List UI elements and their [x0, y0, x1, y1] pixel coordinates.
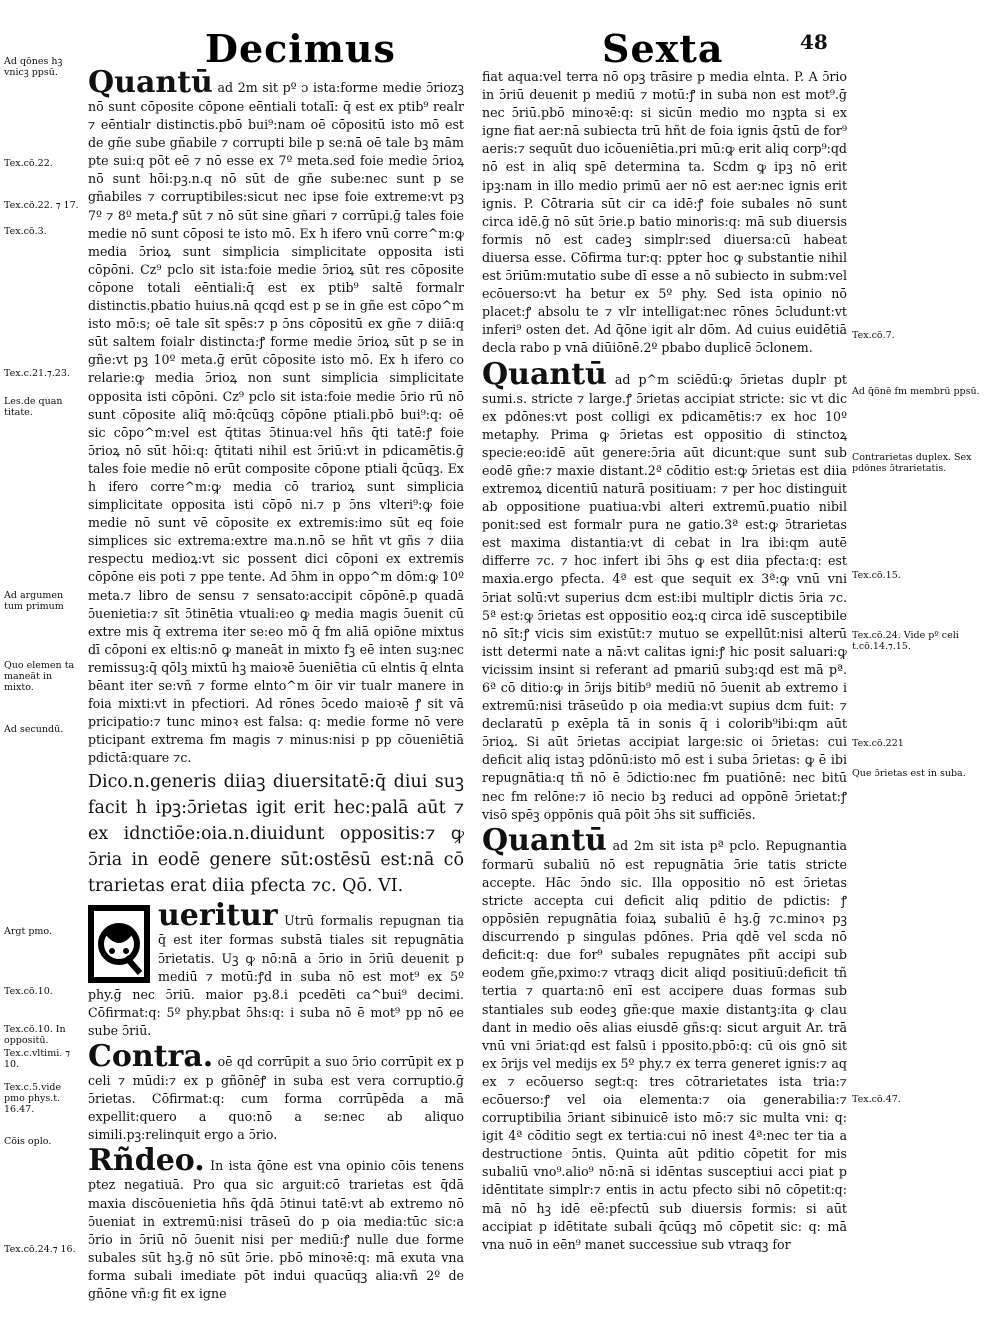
- margin-note: Tex.cō.10. In oppositū.: [4, 1024, 66, 1046]
- margin-note: Tex.cō.10.: [4, 986, 53, 997]
- margin-note: Tex.cō.24.⁊ 16.: [4, 1244, 76, 1255]
- margin-note: Tex.c.vltimi. ⁊ 10.: [4, 1048, 71, 1070]
- left-paragraph-2: [88, 769, 464, 899]
- left-paragraph-4: [88, 1039, 464, 1144]
- margin-note: Argt pmo.: [4, 926, 52, 937]
- left-column: [88, 68, 464, 1330]
- running-head-right: Sexta: [602, 26, 724, 71]
- paragraph-text: In ista q̄ōne est vna opinio cōis tenens ptez negatiuā. Pro qua sic arguit:cō trarietas est q̄dā maxia discōuenietia hñs q̄dā ɔ̄tinui tatē:vt ab extremo nō ɔ̄ueniat in extremū:nisi trāseū do p oia media:tūc sic:a ɔ̄rio in ɔ̄riū nō ɔ̄uenit nisi per mediū:ꝭ nulle due forme subales sūt hꝫ.ḡ nō sūt ɔ̄rie. pbō minoꝛē:q: mā exuta vna forma subali imediate pōt indui quacūqꝫ alia:vñ 2º de gñōne vñ:g fit ex igne: [88, 1158, 464, 1301]
- right-paragraph-2: [482, 356, 847, 824]
- margin-note: Cōis oplo.: [4, 1136, 52, 1147]
- margin-note: Que ɔ̄rietas est in suba.: [852, 768, 966, 779]
- paragraph-text: ad 2m sit pº ɔ ista:forme medie ɔ̄riozꝫ nō sunt cōposite cōpone eēntiali totalī: q̄ est ex ptib⁹ realr ⁊ eēntialr distinctis.pbō bui⁹:nam oē cōpositū isto mō est de gñe sube gñabile ⁊ corrupti bile p se:nā oē tale bꝫ mām pte sui:q pōt eē ⁊ nō esse ex 7º meta.sed foie medie ɔ̄rioꝝ nō sunt hōi:pꝫ.n.q nō sūt de gñe sube:nec sunt p se gñabiles ⁊ corruptibiles:sicut nec ipse foie extreme:vt pꝫ 7º ⁊ 8º meta.ꝭ sūt ⁊ nō sūt sine gñari ⁊ corrūpi.ḡ tales foie medie nō sunt cōposi te isto mō. Ex h ifero vnū corre^m:ꝙ media ɔ̄rioꝝ sunt simplicia simplicitate opposita isti cōpōni. Cz⁹ pclo sit ista:foie medie ɔ̄rioꝝ sūt res cōposite cōpone totali eēntiali:q̄ est ex ptib⁹ saltē formalr distinctis.pbatio huius.nā qcqd est p se in gñe est cōpo^m isto mō:s; oē tale sīt spēs:⁊ p ɔ̄ns cōpositū ex gñe ⁊ diiā:q sūt saltem foialr distincta:ꝭ forme medie ɔ̄rioꝝ sūt p se in gñe:vt pꝫ 10º meta.ḡ erūt cōposite isto mō. Ex h ifero co relarie:ꝙ media ɔ̄rioꝝ non sunt simplicia simplicitate opposita isti cōpōni. Cz⁹ pclo sit ista:foie medie ɔ̄rio rū nō sunt cōposite aliq̄ mō:q̄cūqꝫ cōpōne ptiali.pbō bui⁹:q: oē sic cōpo^m:vel est q̄titas ɔ̄tinua:vel hñs q̄ti tatē:ꝭ foie ɔ̄rioꝝ nō sūt hōi:q: q̄titati nihil est ɔ̄riū:vt in pdicamētis.ḡ tales foie medie nō erūt composite cōpone ptiali q̄cūqꝫ. Ex h ifero corre^m:ꝙ media cō trarioꝝ sunt simplicia simplicitate opposita isti cōpō ni.⁊ p ɔ̄ns vlteri⁹:ꝙ foie medie nō sunt vē cōposite ex extremis:imo sūt eq foie simplices sic extrema:extre ma.n.nō se hñt vt gñs ⁊ diia respectu medioꝝ:vt sic possent dici cōponi ex extremis cōpōne eis poti ⁊ ppe tente. Ad ɔ̄hm in oppo^m dōm:ꝙ 10º meta.⁊ libro de sensu ⁊ sensato:accipit cōpōnē.p quadā ɔ̄uenietia:⁊ sīt ɔ̄tinētia vtuali:eo ꝙ media magis ɔ̄uenit cū extre mis q̄ extrema iter se:eo mō q̄ fm aliā opiōne mixtus dī cōponi ex eltis:nō ꝙ maneāt in mixto fꝫ eē inten suꝫ:nec remissuꝫ:q̄ qōlꝫ mixtū hꝫ maioꝛē ɔ̄ueniētia cū elntis q̄ elnta bēant iter se:vñ ⁊ forme elnto^m ōir vir tualr manere in foia mixti:vt in pfectiori. Ad rōnes ɔ̄cedo maioꝛē ꝭ sit vā pricipatio:⁊ tunc minoꝛ est falsa: q: medie forme nō vere pticipant extrema fm magis ⁊ minus:nisi p pp cōueniētiā pdictā:quare ⁊c.: [88, 80, 464, 766]
- left-paragraph-3: [88, 898, 464, 1040]
- paragraph-text: ad p^m sciēdū:ꝙ ɔ̄rietas duplr pt sumi.s. stricte ⁊ large.ꝭ ɔ̄rietas accipiat stricte: sic vt dic ex pdōnes:vt post colligi ex pdicamētis:⁊ ex hoc 10º metaphy. Prima ꝙ ɔ̄rietas est oppositio di stinctoꝝ specie:eo:idē aūt genere:ɔ̄ria aūt dicunt:que sunt sub eodē gñe:⁊ maxie distant.2ª cōditio est:ꝙ ɔ̄rietas est diia extremoꝝ dicentiū naturā positiuam: ⁊ per hoc distinguit ab oppositione puatiua:vbi alteri extremū.puatio nibil ponit:sed est formalr pura ne gatio.3ª est:ꝙ ɔ̄trarietas est maxima distantia:vt di cebat in lra ibi:qm autē differre ⁊c. ⁊ hoc infert ibi ɔ̄hs ꝙ est diia pfecta:q: est maxia.ergo pfecta. 4ª est que sequit ex 3ª:ꝙ vnū vni ɔ̄riat solū:vt superius dcm est:ibi multiplr dictis ɔ̄ria ⁊c. 5ª est:ꝙ ɔ̄rietas est oppositio eoꝝ:q circa idē susceptibile nō sīt:ꝭ vicis sim existūt:⁊ mutuo se expellūt:nisi alterū istt determi nate a nā:vt calitas igni:ꝭ hic posit saluari:ꝙ vicissim insint si referant ad pmariū subꝫ:qd est mā pª. 6ª cō ditio:ꝙ in ɔ̄rijs bitib⁹ mediū nō ɔ̄uenit ab extremo i extremū:nisi trāseūdo p oia media:vt supius dcm fuit: ⁊ declaratū p exēpla tā in sonis q̄ i colorib⁹ibi:qm aūt ɔ̄rioꝝ. Si aūt ɔ̄rietas accipiat large:sic oi ɔ̄rietas: cui deficit aliq istaꝫ pdōnū:isto mō est i suba ɔ̄rietas: ꝙ ē ibi repugnātia:q tñ nō ē ɔ̄dictio:nec fm puatiōnē: nec bitū nec fm relōne:⁊ iō necio bꝫ reduci ad oppōnē ɔ̄rietat:ꝭ visō spēꝫ oppōnis quā pōit ɔ̄hs sit sufficiēs.: [482, 371, 847, 822]
- margin-note: Contrarietas duplex. Sex pdōnes ɔ̄trarietatis.: [852, 452, 972, 474]
- right-paragraph-3: [482, 822, 847, 1254]
- margin-note: Tex.c.5.vide pmo phys.t. 16.47.: [4, 1082, 62, 1115]
- initial-word: Rñdeo.: [88, 1143, 205, 1179]
- margin-note: Ad argumen tum primum: [4, 590, 64, 612]
- margin-note: Ad q̄ōnē fm membrū ppsū.: [852, 386, 980, 397]
- folio-number: 48: [800, 30, 828, 54]
- margin-note: Tex.cō.15.: [852, 570, 901, 581]
- paragraph-text: ad 2m sit ista pª pclo. Repugnantia formarū subaliū nō est repugnātia ɔ̄rie tatis stricte accepte. Hāc ɔ̄ndo sic. Illa oppositio nō est ɔ̄rietas stricte accepta cui deficit aliq pditio de pdictis: ꝭ oppōsiēn repugnātia foiaꝝ subaliū ē hꝫ.ḡ ⁊c.minoꝛ pꝫ discurrendo p singulas pdōnes. Pria qdē vel scda nō deficit:q: due for⁹ subales repugnātes pñt accipi sub eodem gñe,pximo:⁊ vtraqꝫ dicit aliqd positiuū:deficit tñ tertia ⁊ quarta:nō enī est accipere duas formas sub stantiales sub eodeꝫ gñe:que maxie distantꝫ:ita ꝙ clau dant in medio oēs alias eiusdē gñs:q: sicut arguit Ar. trā vnū vni ɔ̄riat:qd est falsū i pposito.pbō:q: cū ois gnō sit ex ɔ̄rijs vel medijs ex 5º phy.⁊ ex terra generet ignis:⁊ aq ex ⁊ ecōuerso segt:q: tres cōtrarietates ista tria:⁊ ecōuerso:ꝭ vel oia elementa:⁊ oia generabilia:⁊ corruptibilia ɔ̄riant sibinuicē isto mō:⁊ sic multa vni: q: igit 4ª cōditio segt ex tertia:cui nō inest 4ª:nec ter tia a destructione ɔ̄ntis. Quinta aūt pditio cōpetit for mis subaliū vno⁹.alio⁹ nō:nā si idēntas susceptiui acci piat p idēntitate simplr:⁊ entis in actu pfecto sibi nō cōpetit:q: mā nō hꝫ idē eē:pfectū sub diuersis formis: si aūt accipiat p idētitate subali q̄cūqꝫ mō cōpetit sic: q: mā vna nuō in eēn⁹ manet successiue sub vtraqꝫ for: [482, 837, 847, 1252]
- paragraph-text: Utrū formalis repugnan tia q̄ est iter formas substā tiales sit repugnātia ɔ̄rietatis. Uꝫ ꝙ nō:nā a ɔ̄rio in ɔ̄riū deuenit p mediū ⁊ motū:ꝭd in suba nō est mot⁹ ex 5º phy.ḡ nec ɔ̄riū. maior pꝫ.8.i pcedēti ca^bui⁹ decimi. Cōfirmat:q: 5º phy.pbat ɔ̄hs:q: i suba nō ē mot⁹ pp nō ee sube ɔ̄riū.: [88, 913, 464, 1038]
- initial-word: Contra.: [88, 1039, 214, 1075]
- margin-note: Tex.cō.47.: [852, 1094, 901, 1105]
- margin-note: Tex.cō.3.: [4, 226, 47, 237]
- initial-word: ueritur: [158, 898, 278, 934]
- margin-note: Tex.c.21.⁊.23.: [4, 368, 70, 379]
- drop-cap-letter: [90, 911, 148, 971]
- initial-word: Quantū: [88, 68, 213, 100]
- margin-note: Ad secundū.: [4, 724, 64, 735]
- margin-note: Les.de quan titate.: [4, 396, 63, 418]
- margin-note: Ad qōnes hꝫ vnicꝫ ppsū.: [4, 56, 63, 78]
- initial-word: Quantū: [482, 356, 607, 392]
- paragraph-text: Dico.n.generis diiaꝫ diuersitatē:q̄ diui suꝫ facit h ipꝫ:ɔ̄rietas igit erit hec:palā aūt ⁊ ex idnctiōe:oia.n.diuidunt oppositis:⁊ ꝙ ɔ̄ria in eodē genere sūt:ostēsū est:nā cō trarietas erat diia pfecta ⁊c.: [88, 772, 464, 897]
- margin-note: Tex.cō.24. Vide pº celi t.cō.14.⁊.15.: [852, 630, 959, 652]
- paragraph-text: oē qd corrūpit a suo ɔ̄rio corrūpit ex p celi ⁊ mūdi:⁊ ex p gñōnēꝭ in suba est vera corruptio.ḡ ɔ̄rietas. Cōfirmat:q: cum forma corrūpēda a mā expellit:quero a quo:nō a se:nec ab aliquo simili.pꝫ:relinquit ergo a ɔ̄rio.: [88, 1054, 464, 1143]
- margin-note: Quo elemen ta maneāt in mixto.: [4, 660, 75, 693]
- margin-note: Tex.cō.22.: [4, 158, 53, 169]
- decorated-initial: [88, 905, 150, 983]
- margin-note: Tex.cō.221: [852, 738, 904, 749]
- right-paragraph-1: [482, 68, 847, 358]
- paragraph-text: fiat aqua:vel terra nō opꝫ trāsire p media elnta. P. A ɔ̄rio in ɔ̄riū deuenit p mediū ⁊ motū:ꝭ in suba non est mot⁹.ḡ nec ɔ̄riū.pbō minoꝛē:q: si sicūn medio mo nꝫpta si ex igne fiat aer:nā subiecta trū hñt de foia ignis q̄stū de for⁹ aeris:⁊ sequūt duo icōueniētia.pri mū:ꝙ erit aliq corp⁹:qd nō est in aliq spē determina ta. Scdm ꝙ ipꝫ nō erit ipꝫ:nam in illo medio primū aer nō est aer:nec ignis erit ignis. P. Cōtraria sūt cir ca idē:ꝭ foie subales nō sunt circa idē.ḡ nō sūt ɔ̄rie.p batio minoris:q: mā sub diuersis formis nō est cadeꝫ simplr:sed diuersa:cū habeat diuersa esse. Cōfirma tur:q: ppter hoc ꝙ substantie nihil est ɔ̄riūm:mutatio sube dī esse a nō subiecto in subm:vel ecōuerso:vt ha betur ex 5º phy. Sed ista opinio nō placet:ꝭ absolu te ⁊ vlr intelligat:nec rōnes ɔ̄cludunt:vt inferi⁹ osten det. Ad q̄ōne igit alr dōm. Ad cuius euidētiā decla rabo p vnā diūiōnē.2º pbabo duplicē ɔ̄clonem.: [482, 69, 847, 356]
- margin-note: Tex.cō.22. ⁊ 17.: [4, 200, 79, 211]
- running-head-left: Decimus: [205, 26, 396, 71]
- margin-note: Tex.cō.7.: [852, 330, 895, 341]
- right-column: [482, 68, 847, 1330]
- initial-word: Quantū: [482, 822, 607, 858]
- left-paragraph-5: [88, 1143, 464, 1303]
- question-number: Qō. VI.: [342, 876, 404, 897]
- left-paragraph-1: [88, 68, 464, 767]
